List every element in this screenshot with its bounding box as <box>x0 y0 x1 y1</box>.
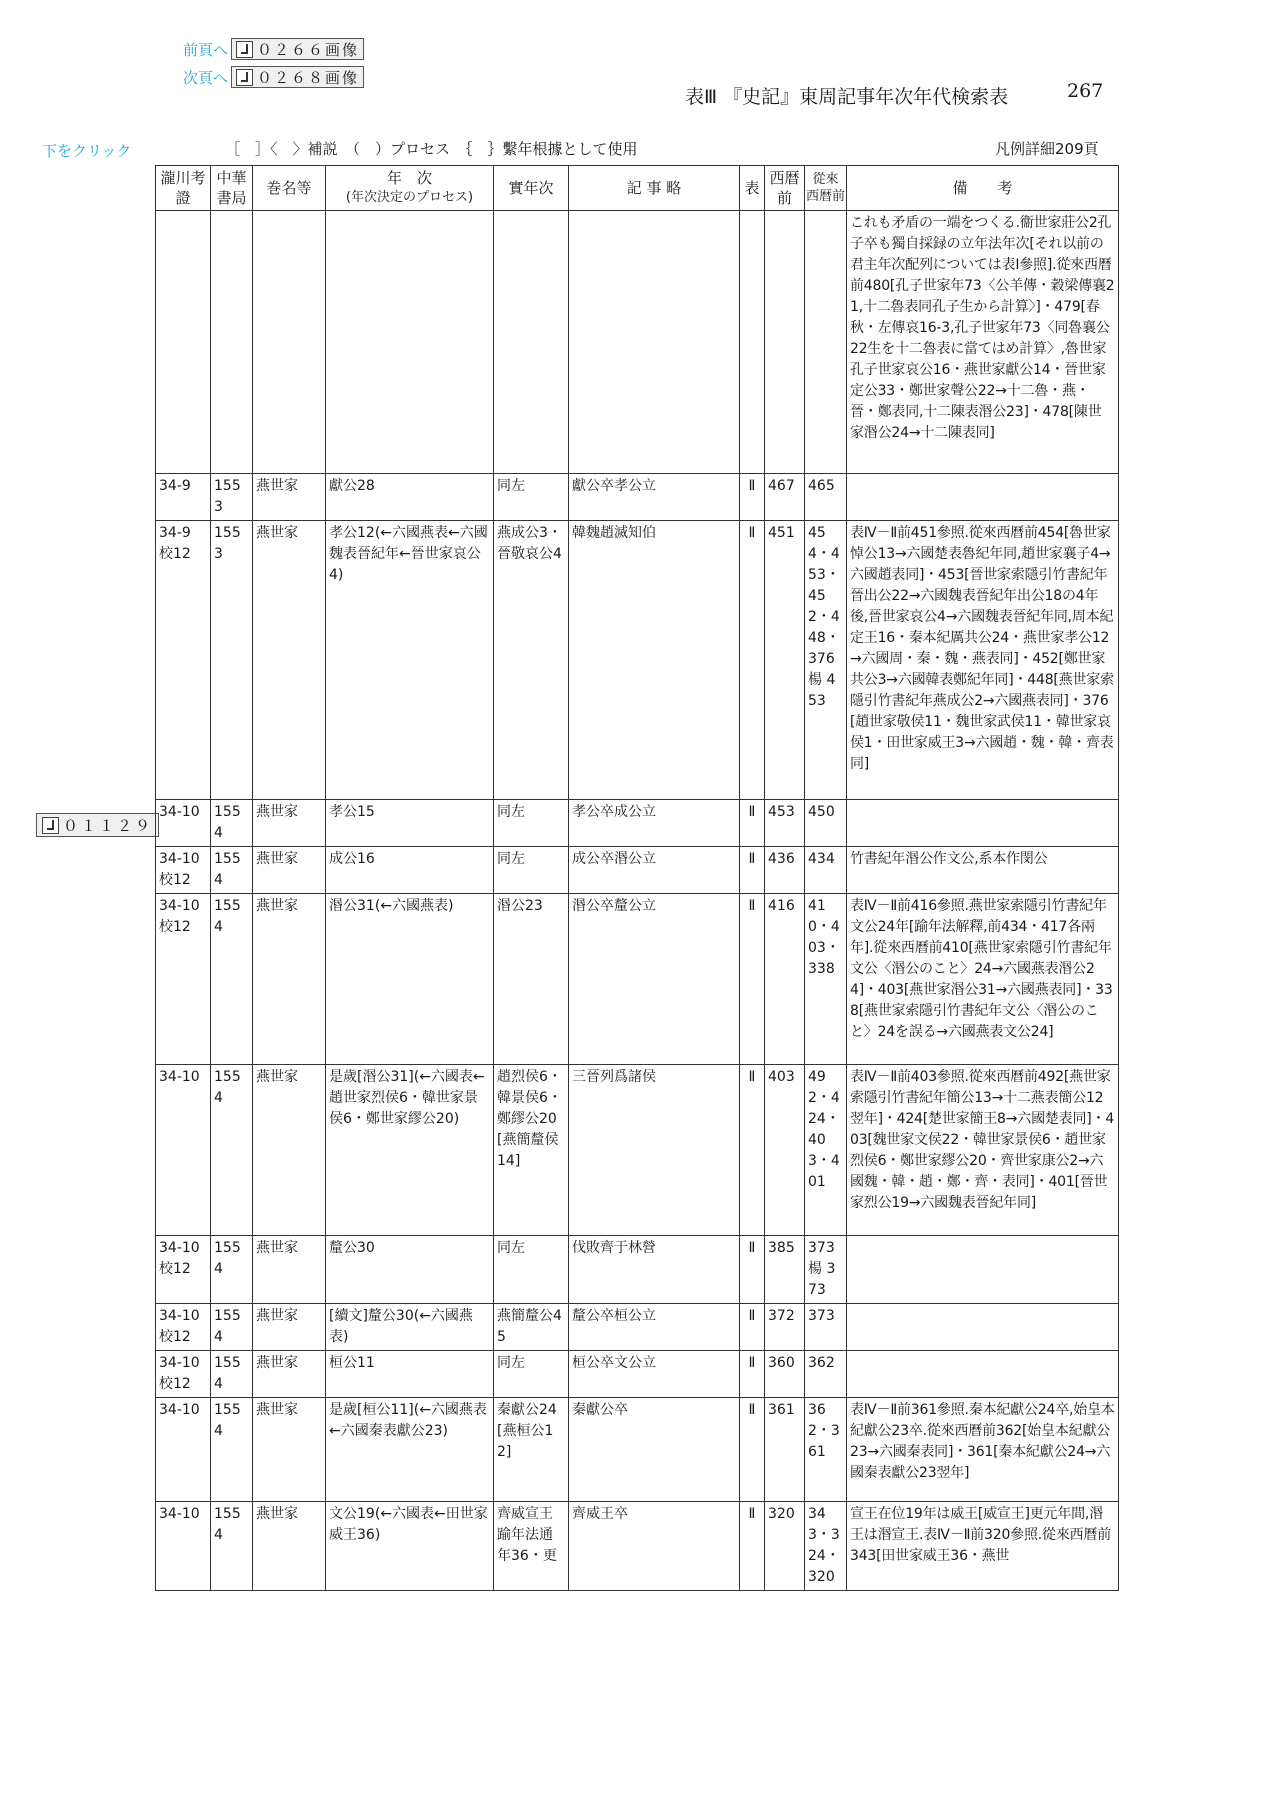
cell-summary: 秦獻公卒 <box>569 1398 740 1502</box>
cell-notes: 表Ⅳ－Ⅱ前403參照.從來西曆前492[燕世家索隱引竹書紀年簡公13→十二燕表簡公12翌年]・424[楚世家簡王8→六國楚表同]・403[魏世家文侯22・韓世家景侯6・趙世家烈侯6・鄭世家繆公20・齊世家康公2→六國魏・韓・趙・鄭・齊・表同]・401[晉世家烈公19→六國魏表晉紀年同] <box>847 1065 1119 1236</box>
cell-volume: 燕世家 <box>253 1398 326 1502</box>
cell-bc: 451 <box>765 521 805 800</box>
cell-conventional: 434 <box>805 847 847 894</box>
cell-conventional: 450 <box>805 800 847 847</box>
cell-table: Ⅱ <box>740 474 765 521</box>
cell-notes: 表Ⅳ－Ⅱ前361參照.秦本紀獻公24卒,始皇本紀獻公23卒.從來西曆前362[始皇本紀獻公23→六國秦表同]・361[秦本紀獻公24→六國秦表獻公23翌年] <box>847 1398 1119 1502</box>
legend-reference: 凡例詳細209頁 <box>995 140 1099 158</box>
cell-bc: 453 <box>765 800 805 847</box>
cell-volume: 燕世家 <box>253 894 326 1065</box>
cell-table: Ⅱ <box>740 894 765 1065</box>
cell-chuka: 1554 <box>211 1236 253 1304</box>
cell-summary: 伐敗齊于林營 <box>569 1236 740 1304</box>
cell-table: Ⅱ <box>740 1304 765 1351</box>
col-takigawa: 瀧川考證 <box>156 166 211 211</box>
legend: ［ ］〈 〉補説 （ ）プロセス ｛ ｝繫年根據として使用 <box>225 140 638 158</box>
cell-notes <box>847 474 1119 521</box>
cell-conventional: 373 <box>805 1304 847 1351</box>
cell-year: [續文]釐公30(←六國燕表) <box>326 1304 494 1351</box>
col-year <box>326 166 494 211</box>
col-real-year: 實年次 <box>494 166 569 211</box>
cell-bc: 436 <box>765 847 805 894</box>
cell-conventional: 454・453・452・448・376 楊 453 <box>805 521 847 800</box>
cell-takigawa: 34-10 校12 <box>156 1351 211 1398</box>
cell-table: Ⅱ <box>740 1351 765 1398</box>
cell-year: 獻公28 <box>326 474 494 521</box>
table-row <box>156 211 1119 474</box>
cell-notes <box>847 1236 1119 1304</box>
table-row <box>156 847 1119 894</box>
cell-bc: 385 <box>765 1236 805 1304</box>
col-chuka: 中華書局 <box>211 166 253 211</box>
cell-real-year: 燕成公3・晉敬哀公4 <box>494 521 569 800</box>
cell-summary <box>569 211 740 474</box>
cell-chuka: 1554 <box>211 1351 253 1398</box>
cell-volume: 燕世家 <box>253 1304 326 1351</box>
cell-volume: 燕世家 <box>253 1351 326 1398</box>
cell-notes <box>847 1351 1119 1398</box>
cell-real-year: 同左 <box>494 847 569 894</box>
cell-summary: 韓魏趙滅知伯 <box>569 521 740 800</box>
cell-volume: 燕世家 <box>253 1236 326 1304</box>
cell-summary: 齊威王卒 <box>569 1502 740 1591</box>
next-page-image-button[interactable] <box>231 66 364 88</box>
cell-conventional: 343・324・320 <box>805 1502 847 1591</box>
col-year-subtitle: (年次決定のプロセス) <box>345 190 474 205</box>
next-page-label[interactable]: 次頁へ <box>183 68 229 87</box>
cell-chuka: 1554 <box>211 800 253 847</box>
next-page-nav <box>183 66 364 88</box>
cell-notes: 竹書紀年湣公作文公,系本作閔公 <box>847 847 1119 894</box>
cell-takigawa: 34-10 <box>156 800 211 847</box>
cell-chuka: 1554 <box>211 1398 253 1502</box>
cell-chuka: 1554 <box>211 847 253 894</box>
image-link-icon <box>236 41 253 58</box>
cell-takigawa: 34-10 <box>156 1065 211 1236</box>
table-row <box>156 1236 1119 1304</box>
table-row <box>156 1398 1119 1502</box>
cell-bc: 416 <box>765 894 805 1065</box>
image-link-icon <box>42 817 59 834</box>
cell-year: 桓公11 <box>326 1351 494 1398</box>
cell-volume <box>253 211 326 474</box>
cell-year: 孝公12(←六國燕表←六國魏表晉紀年←晉世家哀公4) <box>326 521 494 800</box>
cell-real-year: 同左 <box>494 1351 569 1398</box>
cell-year: 文公19(←六國表←田世家威王36) <box>326 1502 494 1591</box>
cell-table: Ⅱ <box>740 1065 765 1236</box>
cell-volume: 燕世家 <box>253 800 326 847</box>
col-bc: 西暦前 <box>765 166 805 211</box>
prev-page-image-label: ０２６６画像 <box>257 40 360 59</box>
prev-page-label[interactable]: 前頁へ <box>183 40 229 59</box>
cell-conventional: 410・403・338 <box>805 894 847 1065</box>
cell-takigawa: 34-10 校12 <box>156 1304 211 1351</box>
image-link-icon <box>236 69 253 86</box>
cell-year: 是歲[湣公31](←六國表←趙世家烈侯6・韓世家景侯6・鄭世家繆公20) <box>326 1065 494 1236</box>
cell-takigawa: 34-10 校12 <box>156 894 211 1065</box>
cell-notes: 表Ⅳ－Ⅱ前416參照.燕世家索隱引竹書紀年文公24年[踰年法解釋,前434・417各兩年].從來西曆前410[燕世家索隱引竹書紀年文公〈湣公のこと〉24→六國燕表湣公24]・403[燕世家湣公31→六國燕表同]・338[燕世家索隱引竹書紀年文公〈湣公のこと〉24を誤る→六國燕表文公24] <box>847 894 1119 1065</box>
cell-conventional: 465 <box>805 474 847 521</box>
col-volume: 巻名等 <box>253 166 326 211</box>
cell-year: 湣公31(←六國燕表) <box>326 894 494 1065</box>
cell-year: 是歲[桓公11](←六國燕表←六國秦表獻公23) <box>326 1398 494 1502</box>
cell-real-year: 齊威宣王踰年法通年36・更 <box>494 1502 569 1591</box>
cell-chuka: 1554 <box>211 1304 253 1351</box>
cell-table: Ⅱ <box>740 847 765 894</box>
table-row <box>156 800 1119 847</box>
cell-real-year: 燕簡釐公45 <box>494 1304 569 1351</box>
chronology-table <box>155 165 1119 1591</box>
col-summary: 記 事 略 <box>569 166 740 211</box>
cell-volume: 燕世家 <box>253 1065 326 1236</box>
cell-bc <box>765 211 805 474</box>
cell-takigawa: 34-10 校12 <box>156 1236 211 1304</box>
cell-summary: 釐公卒桓公立 <box>569 1304 740 1351</box>
cell-takigawa: 34-10 校12 <box>156 847 211 894</box>
col-table: 表 <box>740 166 765 211</box>
cell-bc: 360 <box>765 1351 805 1398</box>
col-notes: 備 考 <box>847 166 1119 211</box>
next-page-image-label: ０２６８画像 <box>257 68 360 87</box>
cell-conventional: 362・361 <box>805 1398 847 1502</box>
cell-conventional <box>805 211 847 474</box>
cell-summary: 獻公卒孝公立 <box>569 474 740 521</box>
cell-takigawa: 34-9 校12 <box>156 521 211 800</box>
cell-bc: 403 <box>765 1065 805 1236</box>
cell-takigawa <box>156 211 211 474</box>
cell-summary: 成公卒湣公立 <box>569 847 740 894</box>
cell-bc: 361 <box>765 1398 805 1502</box>
cell-notes <box>847 800 1119 847</box>
cell-year: 釐公30 <box>326 1236 494 1304</box>
cell-chuka <box>211 211 253 474</box>
cell-chuka: 1554 <box>211 1502 253 1591</box>
cell-notes: 宣王在位19年は威王[威宣王]更元年間,湣王は湣宣王.表Ⅳ－Ⅱ前320參照.從來西曆前343[田世家威王36・燕世 <box>847 1502 1119 1591</box>
cell-real-year: 湣公23 <box>494 894 569 1065</box>
cell-table: Ⅱ <box>740 521 765 800</box>
page-number: 267 <box>1067 80 1104 102</box>
cell-table: Ⅱ <box>740 800 765 847</box>
cell-table <box>740 211 765 474</box>
cell-real-year: 同左 <box>494 1236 569 1304</box>
table-row <box>156 894 1119 1065</box>
table-row <box>156 1304 1119 1351</box>
click-below-link[interactable]: 下をクリック <box>42 142 132 160</box>
cell-real-year: 同左 <box>494 800 569 847</box>
cell-conventional: 362 <box>805 1351 847 1398</box>
cell-chuka: 1554 <box>211 1065 253 1236</box>
cell-table: Ⅱ <box>740 1398 765 1502</box>
cell-takigawa: 34-10 <box>156 1502 211 1591</box>
col-year-title: 年 次 <box>386 169 432 187</box>
cell-summary: 三晉列爲諸侯 <box>569 1065 740 1236</box>
cell-takigawa: 34-9 <box>156 474 211 521</box>
table-row <box>156 1065 1119 1236</box>
cell-table: Ⅱ <box>740 1502 765 1591</box>
cell-real-year: 趙烈侯6・韓景侯6・鄭繆公20[燕簡釐侯14] <box>494 1065 569 1236</box>
image-anchor-label: ０１１２９ <box>63 816 154 835</box>
cell-notes <box>847 1304 1119 1351</box>
cell-takigawa: 34-10 <box>156 1398 211 1502</box>
cell-real-year: 同左 <box>494 474 569 521</box>
cell-conventional: 373 楊 373 <box>805 1236 847 1304</box>
prev-page-nav <box>183 38 364 60</box>
cell-summary: 桓公卒文公立 <box>569 1351 740 1398</box>
cell-summary: 孝公卒成公立 <box>569 800 740 847</box>
cell-chuka: 1553 <box>211 521 253 800</box>
col-conventional-subtitle: 西暦前 <box>806 189 846 204</box>
cell-real-year <box>494 211 569 474</box>
cell-bc: 320 <box>765 1502 805 1591</box>
cell-summary: 湣公卒釐公立 <box>569 894 740 1065</box>
table-header-row <box>156 166 1119 211</box>
cell-year: 孝公15 <box>326 800 494 847</box>
cell-notes: これも矛盾の一端をつくる.衞世家莊公2孔子卒も獨自採録の立年法年次[それ以前の君主年次配列については表Ⅰ參照].從來西曆前480[孔子世家年73〈公羊傳・穀梁傳襄21,十二魯表同孔子生から計算〉]・479[春秋・左傳哀16-3,孔子世家年73〈同魯襄公22生を十二魯表に當てはめ計算〉,魯世家孔子世家哀公16・燕世家獻公14・晉世家定公33・鄭世家聲公22→十二魯・燕・晉・鄭表同,十二陳表湣公23]・478[陳世家湣公24→十二陳表同] <box>847 211 1119 474</box>
cell-year: 成公16 <box>326 847 494 894</box>
cell-volume: 燕世家 <box>253 521 326 800</box>
col-conventional-title: 從來 <box>812 172 839 187</box>
cell-notes: 表Ⅳ－Ⅱ前451參照.從來西曆前454[魯世家悼公13→六國楚表魯紀年同,趙世家襄子4→六國趙表同]・453[晉世家索隱引竹書紀年晉出公22→六國魏表晉紀年出公18の4年後,晉世家哀公4→六國魏表晉紀年同,周本紀定王16・秦本紀厲共公24・燕世家孝公12→六國周・秦・魏・燕表同]・452[鄭世家共公3→六國韓表鄭紀年同]・448[燕世家索隱引竹書紀年燕成公2→六國燕表同]・376[趙世家敬侯11・魏世家武侯11・韓世家哀侯1・田世家威王3→六國趙・魏・韓・齊表同] <box>847 521 1119 800</box>
cell-chuka: 1554 <box>211 894 253 1065</box>
cell-conventional: 492・424・403・401 <box>805 1065 847 1236</box>
cell-table: Ⅱ <box>740 1236 765 1304</box>
cell-volume: 燕世家 <box>253 474 326 521</box>
cell-volume: 燕世家 <box>253 847 326 894</box>
image-anchor-button[interactable] <box>36 813 159 837</box>
cell-bc: 467 <box>765 474 805 521</box>
table-row <box>156 474 1119 521</box>
cell-chuka: 1553 <box>211 474 253 521</box>
table-row <box>156 1502 1119 1591</box>
table-row <box>156 521 1119 800</box>
page-title: 表Ⅲ 『史記』東周記事年次年代検索表 <box>685 86 1009 108</box>
col-conventional <box>805 166 847 211</box>
cell-year <box>326 211 494 474</box>
prev-page-image-button[interactable] <box>231 38 364 60</box>
cell-bc: 372 <box>765 1304 805 1351</box>
cell-volume: 燕世家 <box>253 1502 326 1591</box>
cell-real-year: 秦獻公24[燕桓公12] <box>494 1398 569 1502</box>
table-row <box>156 1351 1119 1398</box>
